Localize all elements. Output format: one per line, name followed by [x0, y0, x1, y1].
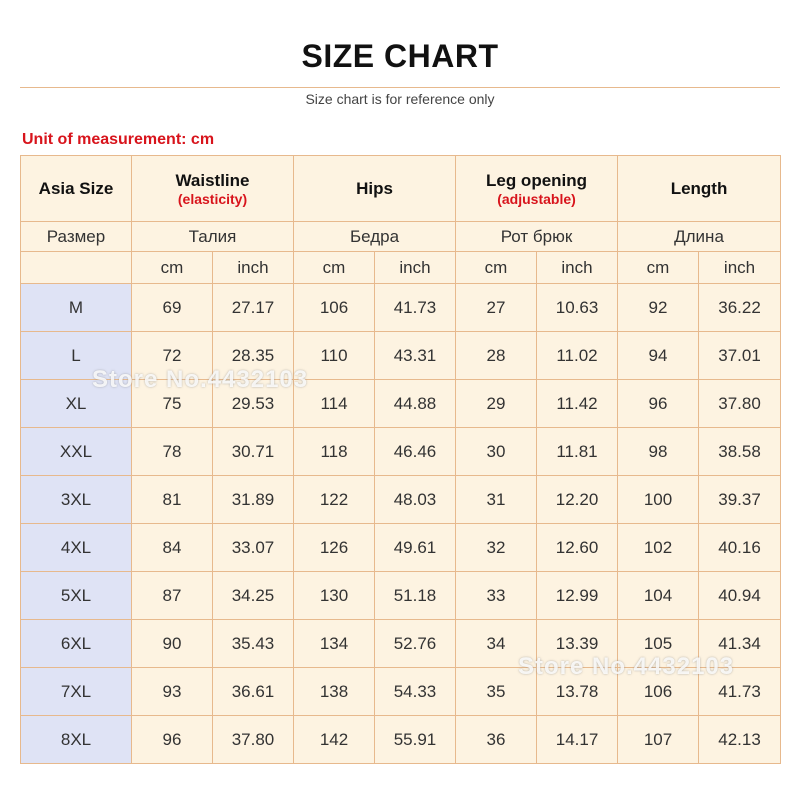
cell-waist-inch: 36.61: [213, 668, 294, 716]
unit-row: [21, 252, 781, 284]
cell-leg-cm: 30: [456, 428, 537, 476]
cell-length-inch: 36.22: [699, 284, 781, 332]
cell-hips-inch: 49.61: [375, 524, 456, 572]
cell-leg-cm: 29: [456, 380, 537, 428]
page-title: SIZE CHART: [301, 38, 499, 74]
header-row: [21, 156, 781, 222]
cell-length-cm: 105: [618, 620, 699, 668]
cell-hips-cm: 114: [294, 380, 375, 428]
cell-size: 7XL: [21, 668, 132, 716]
cell-waist-inch: 35.43: [213, 620, 294, 668]
cell-hips-cm: 138: [294, 668, 375, 716]
table-row: [21, 668, 781, 716]
table-row: [21, 524, 781, 572]
cell-leg-inch: 14.17: [537, 716, 618, 764]
cell-waist-cm: 84: [132, 524, 213, 572]
cell-size: XXL: [21, 428, 132, 476]
cell-hips-cm: 118: [294, 428, 375, 476]
unit-cm: cm: [456, 252, 537, 284]
cell-leg-cm: 35: [456, 668, 537, 716]
ru-header-hips: Бедра: [294, 222, 456, 252]
cell-size: 6XL: [21, 620, 132, 668]
table-row: [21, 380, 781, 428]
header-hips: Hips: [294, 156, 456, 222]
cell-length-inch: 41.34: [699, 620, 781, 668]
unit-blank: [21, 252, 132, 284]
cell-leg-inch: 11.02: [537, 332, 618, 380]
cell-hips-cm: 122: [294, 476, 375, 524]
ru-header-size: Размер: [21, 222, 132, 252]
cell-leg-inch: 11.42: [537, 380, 618, 428]
cell-leg-cm: 31: [456, 476, 537, 524]
cell-leg-cm: 32: [456, 524, 537, 572]
cell-hips-inch: 54.33: [375, 668, 456, 716]
russian-header-row: [21, 222, 781, 252]
cell-waist-inch: 34.25: [213, 572, 294, 620]
cell-leg-inch: 10.63: [537, 284, 618, 332]
cell-leg-inch: 11.81: [537, 428, 618, 476]
cell-hips-cm: 110: [294, 332, 375, 380]
cell-size: 3XL: [21, 476, 132, 524]
cell-size: 4XL: [21, 524, 132, 572]
cell-length-cm: 100: [618, 476, 699, 524]
cell-size: XL: [21, 380, 132, 428]
cell-waist-cm: 69: [132, 284, 213, 332]
cell-waist-inch: 27.17: [213, 284, 294, 332]
watermark: Store No.4432103: [518, 653, 735, 680]
waistline-note: (elasticity): [177, 190, 248, 207]
page-subtitle: Size chart is for reference only: [305, 91, 495, 107]
ru-header-leg: Рот брюк: [456, 222, 618, 252]
cell-leg-cm: 28: [456, 332, 537, 380]
cell-length-cm: 94: [618, 332, 699, 380]
cell-length-cm: 104: [618, 572, 699, 620]
cell-waist-cm: 93: [132, 668, 213, 716]
header-size: Asia Size: [21, 156, 132, 222]
header-leg-opening: Leg opening (adjustable): [456, 156, 618, 222]
cell-length-inch: 39.37: [699, 476, 781, 524]
cell-hips-inch: 48.03: [375, 476, 456, 524]
title-divider: [20, 87, 780, 88]
cell-length-cm: 96: [618, 380, 699, 428]
cell-length-inch: 37.80: [699, 380, 781, 428]
watermark: Store No.4432103: [92, 366, 309, 393]
cell-leg-inch: 12.20: [537, 476, 618, 524]
cell-hips-inch: 44.88: [375, 380, 456, 428]
cell-length-cm: 106: [618, 668, 699, 716]
unit-inch: inch: [699, 252, 781, 284]
cell-length-cm: 102: [618, 524, 699, 572]
cell-hips-cm: 134: [294, 620, 375, 668]
unit-cm: cm: [618, 252, 699, 284]
table-row: [21, 476, 781, 524]
cell-waist-cm: 87: [132, 572, 213, 620]
cell-leg-cm: 36: [456, 716, 537, 764]
cell-waist-cm: 72: [132, 332, 213, 380]
table-row: [21, 332, 781, 380]
cell-waist-inch: 28.35: [213, 332, 294, 380]
cell-length-cm: 98: [618, 428, 699, 476]
table-row: [21, 716, 781, 764]
cell-size: 5XL: [21, 572, 132, 620]
cell-waist-inch: 37.80: [213, 716, 294, 764]
ru-header-waist: Талия: [132, 222, 294, 252]
size-table: [20, 155, 781, 764]
cell-leg-inch: 13.78: [537, 668, 618, 716]
header-waistline: Waistline (elasticity): [132, 156, 294, 222]
cell-size: L: [21, 332, 132, 380]
cell-hips-cm: 130: [294, 572, 375, 620]
cell-hips-inch: 46.46: [375, 428, 456, 476]
cell-waist-cm: 81: [132, 476, 213, 524]
cell-leg-inch: 12.60: [537, 524, 618, 572]
cell-length-inch: 40.94: [699, 572, 781, 620]
cell-hips-cm: 126: [294, 524, 375, 572]
unit-cm: cm: [294, 252, 375, 284]
cell-length-inch: 37.01: [699, 332, 781, 380]
unit-label: Unit of measurement: cm: [22, 131, 215, 148]
cell-length-inch: 42.13: [699, 716, 781, 764]
cell-waist-inch: 30.71: [213, 428, 294, 476]
table-row: [21, 284, 781, 332]
cell-leg-cm: 33: [456, 572, 537, 620]
cell-hips-cm: 142: [294, 716, 375, 764]
ru-header-length: Длина: [618, 222, 781, 252]
cell-length-inch: 40.16: [699, 524, 781, 572]
table-row: [21, 572, 781, 620]
unit-inch: inch: [537, 252, 618, 284]
table-row: [21, 428, 781, 476]
unit-cm: cm: [132, 252, 213, 284]
cell-waist-inch: 29.53: [213, 380, 294, 428]
cell-length-cm: 107: [618, 716, 699, 764]
cell-size: 8XL: [21, 716, 132, 764]
cell-length-cm: 92: [618, 284, 699, 332]
unit-inch: inch: [375, 252, 456, 284]
cell-hips-inch: 51.18: [375, 572, 456, 620]
cell-hips-cm: 106: [294, 284, 375, 332]
cell-waist-inch: 31.89: [213, 476, 294, 524]
cell-waist-cm: 75: [132, 380, 213, 428]
cell-hips-inch: 43.31: [375, 332, 456, 380]
cell-leg-cm: 34: [456, 620, 537, 668]
table-row: [21, 620, 781, 668]
unit-inch: inch: [213, 252, 294, 284]
cell-length-inch: 38.58: [699, 428, 781, 476]
cell-hips-inch: 55.91: [375, 716, 456, 764]
cell-waist-cm: 96: [132, 716, 213, 764]
cell-leg-inch: 12.99: [537, 572, 618, 620]
cell-hips-inch: 52.76: [375, 620, 456, 668]
cell-leg-inch: 13.39: [537, 620, 618, 668]
leg-opening-note: (adjustable): [497, 190, 576, 207]
cell-hips-inch: 41.73: [375, 284, 456, 332]
cell-waist-inch: 33.07: [213, 524, 294, 572]
cell-leg-cm: 27: [456, 284, 537, 332]
cell-waist-cm: 90: [132, 620, 213, 668]
cell-waist-cm: 78: [132, 428, 213, 476]
header-length: Length: [618, 156, 781, 222]
cell-length-inch: 41.73: [699, 668, 781, 716]
cell-size: M: [21, 284, 132, 332]
